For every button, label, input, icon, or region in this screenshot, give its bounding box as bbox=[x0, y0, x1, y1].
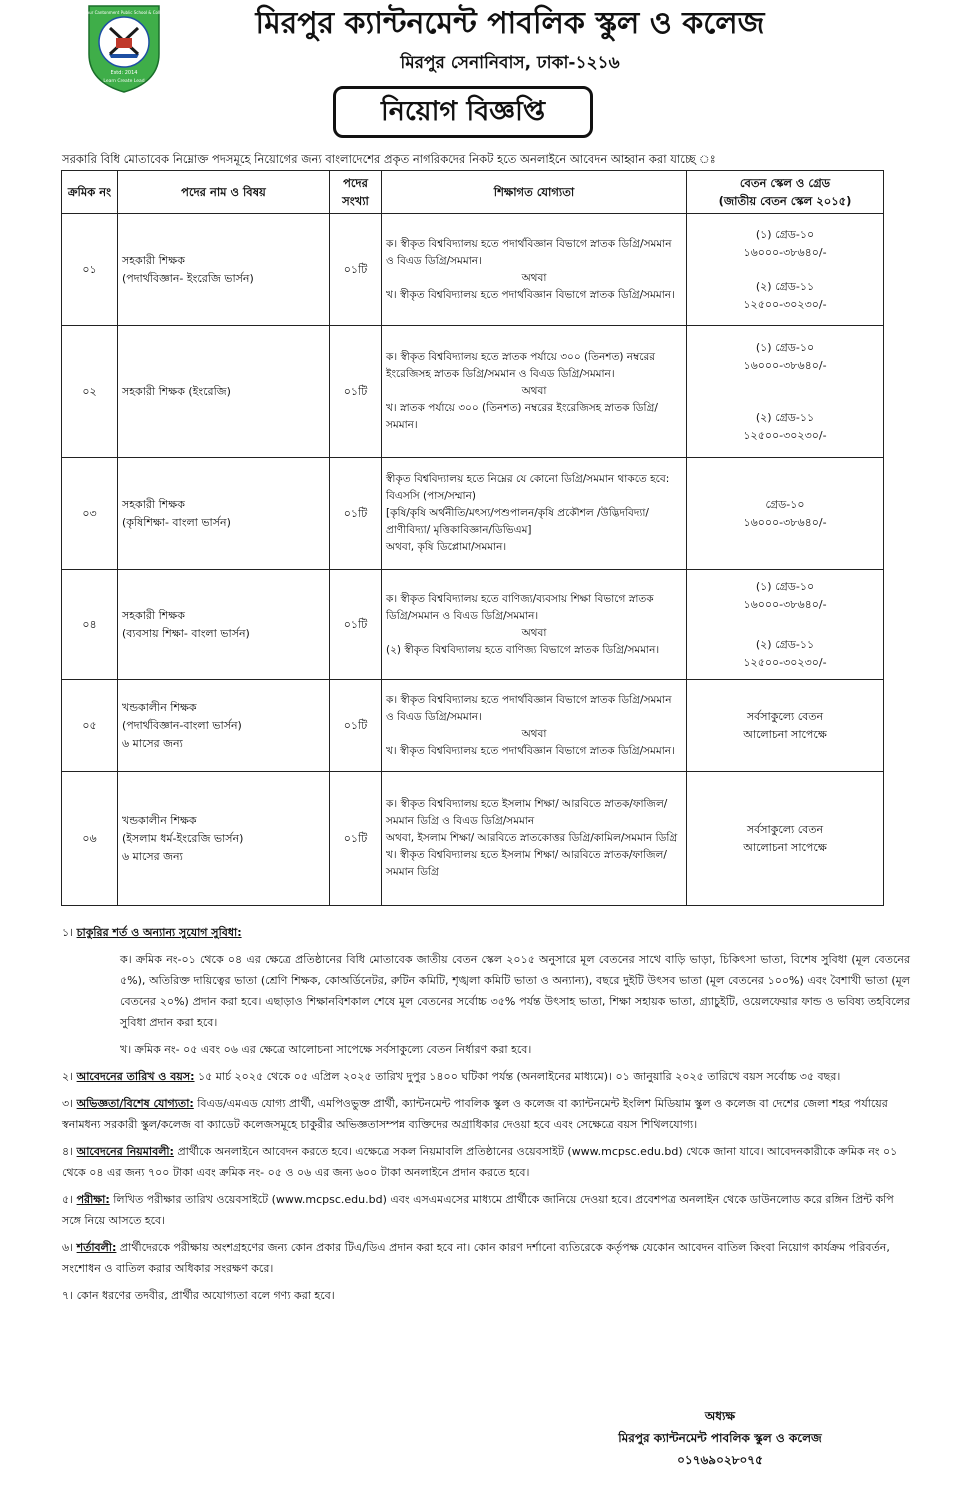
term-text: ১৫ মার্চ ২০২৫ থেকে ০৫ এপ্রিল ২০২৫ তারিখ দুপুর ১৪০০ ঘটিকা পর্যন্ত (অনলাইনের মাধ্যমে)। ০১ জানুয়ারি ২০২৫ তারিখে বয়স সর্বোচ্চ ৩৫ বছর। bbox=[198, 1070, 841, 1083]
school-logo bbox=[80, 2, 168, 94]
term-title: চাকুরির শর্ত ও অন্যান্য সুযোগ সুবিধা: bbox=[76, 926, 242, 939]
pay-grade: (১) গ্রেড-১০ bbox=[755, 340, 815, 354]
pay-scale: ১৬০০০-৩৮৬৪০/- bbox=[743, 245, 827, 259]
row-qualification bbox=[382, 570, 687, 680]
qual-line: (২) স্বীকৃত বিশ্ববিদ্যালয় হতে বাণিজ্য বিভাগে স্নাতক ডিগ্রি/সমমান। bbox=[386, 643, 660, 656]
row-pay bbox=[687, 214, 884, 326]
row-post-line: সহকারী শিক্ষক (ইংরেজি) bbox=[122, 384, 231, 398]
qual-line: ক। স্বীকৃত বিশ্ববিদ্যালয় হতে ইসলাম শিক্ষা/ আরবিতে স্নাতক/ফাজিল/সমমান ডিগ্রি ও বিএড ডিগ্রি/সমমান bbox=[386, 798, 668, 827]
school-name: মিরপুর ক্যান্টনমেন্ট পাবলিক স্কুল ও কলেজ bbox=[255, 6, 765, 41]
pay-grade: (১) গ্রেড-১০ bbox=[755, 227, 815, 241]
qual-line: খ। স্বীকৃত বিশ্ববিদ্যালয় হতে ইসলাম শিক্ষা/ আরবিতে স্নাতক/ফাজিল/সমমান ডিগ্রি bbox=[386, 849, 667, 878]
term-title: আবেদনের নিয়মাবলী: bbox=[76, 1145, 174, 1158]
row-qualification bbox=[382, 680, 687, 772]
pay-scale: ১২৫০০-৩০২৩০/- bbox=[743, 655, 827, 669]
row-post-line: সহকারী শিক্ষক bbox=[122, 608, 185, 622]
term-number: ৬। bbox=[62, 1241, 74, 1254]
term-number: ২। bbox=[62, 1070, 74, 1083]
row-post-line: সহকারী শিক্ষক bbox=[122, 253, 185, 267]
pay-grade: (২) গ্রেড-১১ bbox=[755, 637, 815, 651]
pay-note: সর্বসাকুল্যে বেতন bbox=[746, 822, 824, 836]
term-title: শর্তাবলী: bbox=[76, 1241, 117, 1254]
header-post: পদের নাম ও বিষয় bbox=[118, 171, 330, 214]
row-post bbox=[118, 772, 330, 906]
row-count: ০১টি bbox=[330, 458, 382, 570]
term-6 bbox=[62, 1237, 910, 1279]
term-number: ৪। bbox=[62, 1145, 74, 1158]
row-post bbox=[118, 326, 330, 458]
qual-line: স্বীকৃত বিশ্ববিদ্যালয় হতে নিম্নের যে কোনো ডিগ্রি/সমমান থাকতে হবে: bbox=[386, 473, 670, 485]
signature-phone: ০১৭৬৯০২৮০৭৫ bbox=[677, 1453, 763, 1467]
table-row bbox=[62, 458, 884, 570]
intro-text: সরকারি বিধি মোতাবেক নিম্নোক্ত পদসমূহে নিয়োগের জন্য বাংলাদেশের প্রকৃত নাগরিকদের নিকট হতে অনলাইনে আবেদন আহ্বান করা যাচ্ছে ঃ bbox=[62, 152, 716, 166]
qual-line: ক। স্বীকৃত বিশ্ববিদ্যালয় হতে স্নাতক পর্যায়ে ৩০০ (তিনশত) নম্বরের ইংরেজিসহ স্নাতক ডিগ্রি/সমমান ও বিএড ডিগ্রি/সমমান। bbox=[386, 351, 656, 380]
row-qualification bbox=[382, 458, 687, 570]
pay-note: আলোচনা সাপেক্ষে bbox=[743, 840, 827, 854]
row-serial: ০৪ bbox=[62, 570, 118, 680]
pay-grade: (২) গ্রেড-১১ bbox=[755, 279, 815, 293]
term-7 bbox=[62, 1285, 910, 1306]
header-count: পদের সংখ্যা bbox=[330, 171, 382, 214]
header-qualification: শিক্ষাগত যোগ্যতা bbox=[382, 171, 687, 214]
qual-line: খ। স্নাতক পর্যায়ে ৩০০ (তিনশত) নম্বরের ইংরেজিসহ স্নাতক ডিগ্রি/সমমান। bbox=[386, 402, 658, 431]
term-text: কোন ধরণের তদবীর, প্রার্থীর অযোগ্যতা বলে গণ্য করা হবে। bbox=[76, 1289, 335, 1302]
term-title: অভিজ্ঞতা/বিশেষ যোগ্যতা: bbox=[76, 1097, 194, 1110]
pay-scale: ১২৫০০-৩০২৩০/- bbox=[743, 428, 827, 442]
term-number: ৭। bbox=[62, 1289, 74, 1302]
logo-school-text: Mirpur Cantonment Public School & College bbox=[80, 10, 168, 15]
row-post-line: খন্ডকালীন শিক্ষক bbox=[122, 813, 197, 827]
term-text: লিখিত পরীক্ষার তারিখ ওয়েবসাইটে (www.mcpsc.edu.bd) এবং এসএমএসের মাধ্যমে প্রার্থীকে জানিয়ে দেওয়া হবে। প্রবেশপত্র অনলাইন থেকে ডাউনলোড করে রঙ্গিন প্রিন্ট কপি সঙ্গে নিয়ে আসতে হবে। bbox=[62, 1193, 894, 1227]
row-post bbox=[118, 680, 330, 772]
term-1 bbox=[62, 922, 910, 943]
row-post bbox=[118, 214, 330, 326]
notice-title: নিয়োগ বিজ্ঞপ্তি bbox=[333, 86, 593, 138]
row-post-line: (ব্যবসায় শিক্ষা- বাংলা ভার্সন) bbox=[122, 626, 250, 640]
term-4 bbox=[62, 1141, 910, 1183]
pay-grade: (১) গ্রেড-১০ bbox=[755, 579, 815, 593]
header-pay-line-2: (জাতীয় বেতন স্কেল ২০১৫) bbox=[718, 194, 852, 208]
table-header-row bbox=[62, 171, 884, 214]
pay-grade: (২) গ্রেড-১১ bbox=[755, 410, 815, 424]
term-text: প্রার্থীদেরকে পরীক্ষায় অংশগ্রহণের জন্য কোন প্রকার টিএ/ডিএ প্রদান করা হবে না। কোন কারণ দর্শানো ব্যতিরেকে কর্তৃপক্ষ যেকোন আবেদন বাতিল কিংবা নিয়োগ কার্যক্রম পরিবর্তন, সংশোধন ও বাতিল করার অধিকার সংরক্ষণ করে। bbox=[62, 1241, 890, 1275]
table-row bbox=[62, 570, 884, 680]
row-post-line: (পদার্থবিজ্ঞান-বাংলা ভার্সন) bbox=[122, 718, 242, 732]
row-serial: ০৫ bbox=[62, 680, 118, 772]
row-serial: ০৬ bbox=[62, 772, 118, 906]
qual-line: ক। স্বীকৃত বিশ্ববিদ্যালয় হতে পদার্থবিজ্ঞান বিভাগে স্নাতক ডিগ্রি/সমমান ও বিএড ডিগ্রি/সমমান। bbox=[386, 237, 672, 267]
term-2 bbox=[62, 1066, 910, 1087]
row-post-line: (কৃষিশিক্ষা- বাংলা ভার্সন) bbox=[122, 515, 231, 529]
header-pay bbox=[687, 171, 884, 214]
pay-scale: ১৬০০০-৩৮৬৪০/- bbox=[743, 358, 827, 372]
header-pay-line-1: বেতন স্কেল ও গ্রেড bbox=[739, 176, 831, 190]
term-1-ka: ক। ক্রমিক নং-০১ থেকে ০৪ এর ক্ষেত্রে প্রতিষ্ঠানের বিধি মোতাবেক জাতীয় বেতন স্কেল ২০১৫ অনুসারে মূল বেতনের সাথে বাড়ি ভাড়া, চিকিৎসা ভাতা, বিশেষ সুবিধা (মূল বেতনের ৫%), অতিরিক্ত দায়িত্বের ভাতা (শ্রেণি শিক্ষক, কোঅর্ডিনেটর, রুটিন কমিটি, শৃঙ্খলা কমিটি ভাতা ও অন্যান্য), বছরে দুইটি উৎসব ভাতা (মূল বেতনের ১০০%) এবং বৈশাখী ভাতা (মূল বেতনের ২০%) প্রদান করা হবে। এছাড়াও শিক্ষানবিশকাল শেষে মূল বেতনের সর্বোচ্চ ৩৫% পর্যন্ত উৎসাহ ভাতা, শিক্ষা সহায়ক ভাতা, গ্র্যাচুইটি, ওয়েলফেয়ার ফান্ড ও ভবিষ্য তহবিলের সুবিধা প্রদান করা হবে। bbox=[120, 953, 910, 1029]
term-number: ১। bbox=[62, 926, 74, 939]
row-post-line: (পদার্থবিজ্ঞান- ইংরেজি ভার্সন) bbox=[122, 271, 254, 285]
qual-line: খ। স্বীকৃত বিশ্ববিদ্যালয় হতে পদার্থবিজ্ঞান বিভাগে স্নাতক ডিগ্রি/সমমান। bbox=[386, 288, 675, 301]
row-pay bbox=[687, 680, 884, 772]
qual-line: ক। স্বীকৃত বিশ্ববিদ্যালয় হতে পদার্থবিজ্ঞান বিভাগে স্নাতক ডিগ্রি/সমমান ও বিএড ডিগ্রি/সমমান। bbox=[386, 693, 672, 723]
row-post-line: সহকারী শিক্ষক bbox=[122, 497, 185, 511]
row-post-line: খন্ডকালীন শিক্ষক bbox=[122, 700, 197, 714]
table-row bbox=[62, 326, 884, 458]
term-text: প্রার্থীকে অনলাইনে আবেদন করতে হবে। এক্ষেত্রে সকল নিয়মাবলি প্রতিষ্ঠানের ওয়েবসাইট (www.mcpsc.edu.bd) থেকে জানা যাবে। আবেদনকারীকে ক্রমিক নং ০১ থেকে ০৪ এর জন্য ৭০০ টাকা এবং ক্রমিক নং- ০৫ ও ০৬ এর জন্য ৬০০ টাকা অনলাইনে প্রদান করতে হবে। bbox=[62, 1145, 898, 1179]
qual-or: অথবা bbox=[521, 626, 547, 639]
signature-institution: মিরপুর ক্যান্টনমেন্ট পাবলিক স্কুল ও কলেজ bbox=[618, 1431, 822, 1445]
signature-block bbox=[560, 1405, 880, 1471]
term-title: আবেদনের তারিখ ও বয়স: bbox=[76, 1070, 195, 1083]
term-3 bbox=[62, 1093, 910, 1135]
term-number: ৩। bbox=[62, 1097, 74, 1110]
school-address: মিরপুর সেনানিবাস, ঢাকা-১২১৬ bbox=[400, 53, 620, 73]
qual-line: অথবা, কৃষি ডিপ্লোমা/সমমান। bbox=[386, 541, 507, 553]
signature-designation: অধ্যক্ষ bbox=[704, 1409, 736, 1423]
row-post-line: ৬ মাসের জন্য bbox=[122, 736, 183, 750]
row-pay bbox=[687, 458, 884, 570]
row-count: ০১টি bbox=[330, 570, 382, 680]
term-text: বিএড/এমএড যোগ্য প্রার্থী, এমপিওভুক্ত প্রার্থী, ক্যান্টনমেন্ট পাবলিক স্কুল ও কলেজ বা ক্যান্টনমেন্ট ইংলিশ মিডিয়াম স্কুল ও কলেজ বা দেশের জেলা শহর পর্যায়ের স্বনামধন্য সরকারী স্কুল/কলেজ বা ক্যাডেট কলেজসমূহে চাকুরীর অভিজ্ঞতাসম্পন্ন ব্যক্তিদের অগ্রাধিকার দেওয়া হবে এবং সেক্ষেত্রে বয়স শিথিলযোগ্য। bbox=[62, 1097, 888, 1131]
table-row bbox=[62, 214, 884, 326]
qual-or: অথবা bbox=[521, 271, 547, 284]
pay-scale: ১৬০০০-৩৮৬৪০/- bbox=[743, 597, 827, 611]
posts-table bbox=[61, 170, 884, 906]
row-serial: ০৩ bbox=[62, 458, 118, 570]
term-5 bbox=[62, 1189, 910, 1231]
pay-scale: ১৬০০০-৩৮৬৪০/- bbox=[743, 515, 827, 529]
qual-or: অথবা bbox=[521, 385, 547, 397]
row-post bbox=[118, 570, 330, 680]
table-row bbox=[62, 772, 884, 906]
row-serial: ০২ bbox=[62, 326, 118, 458]
terms-section bbox=[62, 922, 910, 1312]
pay-note: আলোচনা সাপেক্ষে bbox=[743, 727, 827, 741]
row-post bbox=[118, 458, 330, 570]
row-qualification bbox=[382, 326, 687, 458]
pay-scale: ১২৫০০-৩০২৩০/- bbox=[743, 297, 827, 311]
header-serial: ক্রমিক নং bbox=[62, 171, 118, 214]
row-qualification bbox=[382, 214, 687, 326]
row-post-line: ৬ মাসের জন্য bbox=[122, 849, 183, 863]
table-row bbox=[62, 680, 884, 772]
logo-motto-text: Learn Create Lead bbox=[103, 79, 145, 84]
row-count: ০১টি bbox=[330, 214, 382, 326]
qual-line: খ। স্বীকৃত বিশ্ববিদ্যালয় হতে পদার্থবিজ্ঞান বিভাগে স্নাতক ডিগ্রি/সমমান। bbox=[386, 744, 675, 757]
pay-grade: গ্রেড-১০ bbox=[765, 497, 805, 511]
pay-note: সর্বসাকুল্যে বেতন bbox=[746, 709, 824, 723]
row-count: ০১টি bbox=[330, 326, 382, 458]
row-count: ০১টি bbox=[330, 772, 382, 906]
qual-line: অথবা, ইসলাম শিক্ষা/ আরবিতে স্নাতকোত্তর ডিগ্রি/কামিল/সমমান ডিগ্রি bbox=[386, 832, 678, 844]
qual-line: বিএসসি (পাস/সম্মান) bbox=[386, 490, 476, 502]
qual-line: ক। স্বীকৃত বিশ্ববিদ্যালয় হতে বাণিজ্য/ব্যবসায় শিক্ষা বিভাগে স্নাতক ডিগ্রি/সমমান ও বিএড ডিগ্রি/সমমান। bbox=[386, 592, 654, 622]
row-post-line: (ইসলাম ধর্ম-ইংরেজি ভার্সন) bbox=[122, 831, 244, 845]
logo-estd-text: Estd: 2014 bbox=[110, 70, 138, 76]
school-logo-emblem bbox=[80, 2, 168, 94]
row-qualification bbox=[382, 772, 687, 906]
term-number: ৫। bbox=[62, 1193, 74, 1206]
qual-or: অথবা bbox=[521, 727, 547, 740]
row-serial: ০১ bbox=[62, 214, 118, 326]
row-pay bbox=[687, 326, 884, 458]
row-count: ০১টি bbox=[330, 680, 382, 772]
term-title: পরীক্ষা: bbox=[76, 1193, 110, 1206]
row-pay bbox=[687, 570, 884, 680]
qual-line: [কৃষি/কৃষি অর্থনীতি/মৎস্য/পশুপালন/কৃষি প্রকৌশল /উদ্ভিদবিদ্যা/প্রাণীবিদ্যা/ মৃত্তিকাবিজ্ঞান/ডিভিএম] bbox=[386, 507, 649, 536]
row-pay bbox=[687, 772, 884, 906]
term-1-kha: খ। ক্রমিক নং- ০৫ এবং ০৬ এর ক্ষেত্রে আলোচনা সাপেক্ষে সর্বসাকুল্যে বেতন নির্ধারণ করা হবে। bbox=[120, 1043, 532, 1056]
